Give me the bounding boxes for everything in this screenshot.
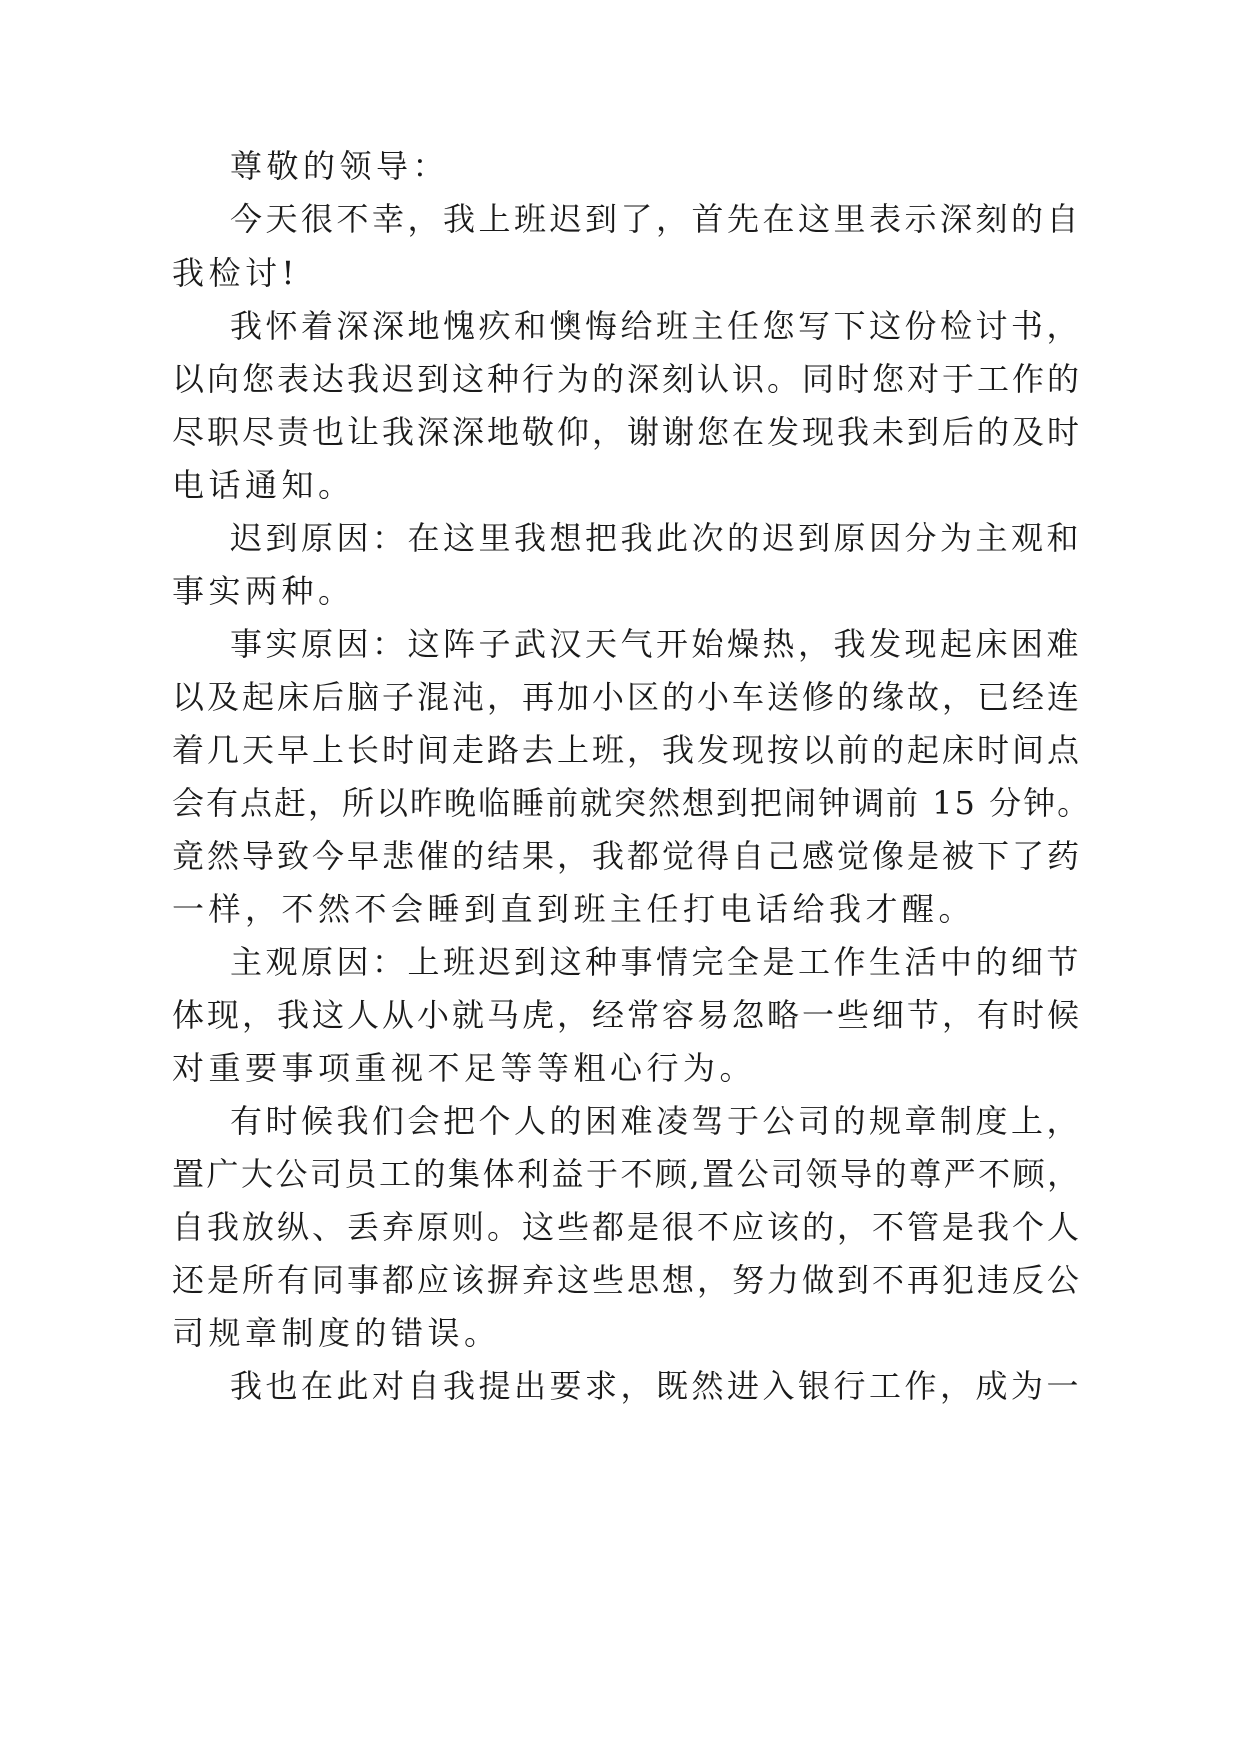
paragraph-4-line-1: 事实原因：这阵子武汉天气开始燥热，我发现起床困难	[230, 625, 1083, 663]
paragraph-6-line-4: 还是所有同事都应该摒弃这些思想，努力做到不再犯违反公	[172, 1261, 1083, 1299]
paragraph-4-line-3: 着几天早上长时间走路去上班，我发现按以前的起床时间点	[172, 731, 1083, 769]
paragraph-2-line-3: 尽职尽责也让我深深地敬仰，谢谢您在发现我未到后的及时	[172, 413, 1083, 451]
paragraph-6-line-3: 自我放纵、丢弃原则。这些都是很不应该的，不管是我个人	[172, 1208, 1083, 1246]
paragraph-4-line-6: 一样，不然不会睡到直到班主任打电话给我才醒。	[172, 890, 976, 928]
paragraph-4-line-5: 竟然导致今早悲催的结果，我都觉得自己感觉像是被下了药	[172, 837, 1083, 875]
paragraph-7-line-1: 我也在此对自我提出要求，既然进入银行工作，成为一	[230, 1367, 1083, 1405]
paragraph-4-line-4: 会有点赶，所以昨晚临睡前就突然想到把闹钟调前 15 分钟。	[172, 784, 1092, 822]
paragraph-2-line-2: 以向您表达我迟到这种行为的深刻认识。同时您对于工作的	[172, 360, 1083, 398]
paragraph-6-line-2: 置广大公司员工的集体利益于不顾,置公司领导的尊严不顾，	[172, 1155, 1082, 1193]
salutation-line: 尊敬的领导：	[230, 147, 450, 185]
paragraph-4-line-2: 以及起床后脑子混沌，再加小区的小车送修的缘故，已经连	[172, 678, 1083, 716]
paragraph-1-line-1: 今天很不幸，我上班迟到了，首先在这里表示深刻的自	[230, 200, 1083, 238]
paragraph-3-line-1: 迟到原因：在这里我想把我此次的迟到原因分为主观和	[230, 519, 1083, 557]
paragraph-1-line-2: 我检讨!	[172, 254, 299, 292]
paragraph-5-line-2: 体现，我这人从小就马虎，经常容易忽略一些细节，有时候	[172, 996, 1083, 1034]
paragraph-2-line-4: 电话通知。	[172, 466, 355, 504]
paragraph-5-line-1: 主观原因：上班迟到这种事情完全是工作生活中的细节	[230, 943, 1083, 981]
paragraph-3-line-2: 事实两种。	[172, 572, 355, 610]
paragraph-2-line-1: 我怀着深深地愧疚和懊悔给班主任您写下这份检讨书，	[230, 307, 1083, 345]
paragraph-5-line-3: 对重要事项重视不足等等粗心行为。	[172, 1049, 757, 1087]
paragraph-6-line-5: 司规章制度的错误。	[172, 1314, 501, 1352]
paragraph-6-line-1: 有时候我们会把个人的困难凌驾于公司的规章制度上，	[230, 1102, 1083, 1140]
